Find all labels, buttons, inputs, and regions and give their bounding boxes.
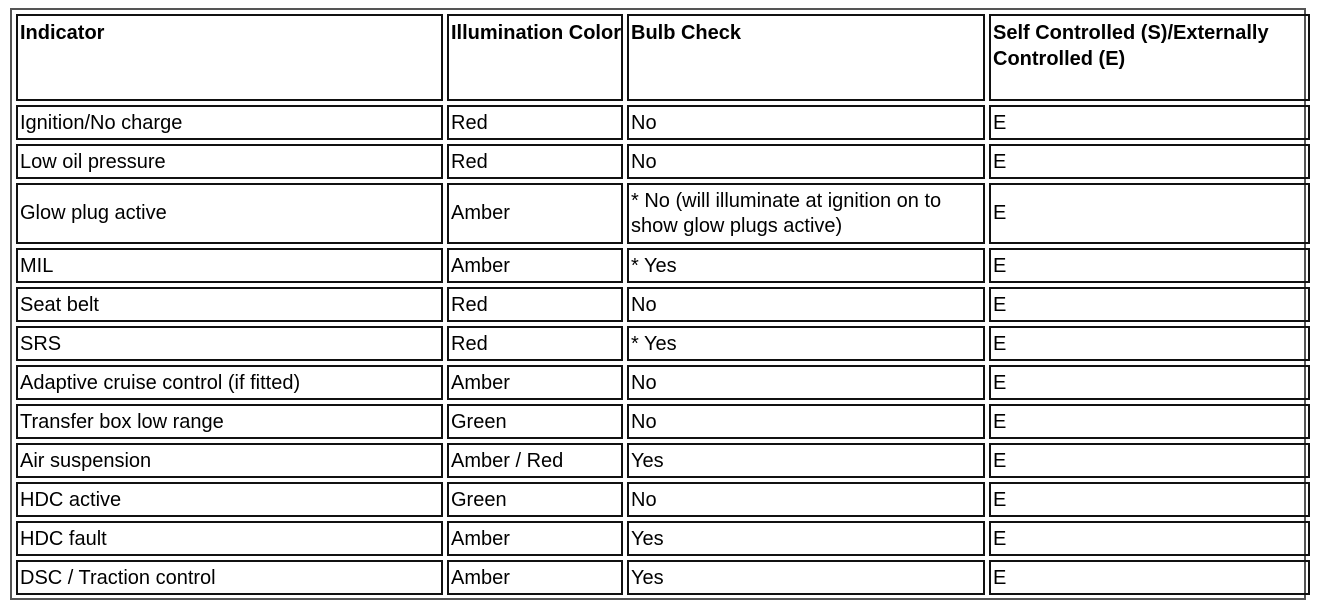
cell-color: Amber — [447, 521, 623, 556]
cell-control: E — [989, 404, 1310, 439]
cell-color: Red — [447, 144, 623, 179]
cell-bulb-check: No — [627, 365, 985, 400]
table-row — [16, 248, 1310, 283]
cell-control: E — [989, 443, 1310, 478]
cell-control: E — [989, 560, 1310, 595]
cell-color: Amber — [447, 365, 623, 400]
header-illumination-color: Illumination Color — [447, 14, 623, 101]
cell-indicator: MIL — [16, 248, 443, 283]
cell-indicator: Ignition/No charge — [16, 105, 443, 140]
cell-bulb-check: No — [627, 404, 985, 439]
cell-bulb-check: * No (will illuminate at ignition on to show glow plugs active) — [627, 183, 985, 244]
cell-indicator: Transfer box low range — [16, 404, 443, 439]
cell-bulb-check: * Yes — [627, 248, 985, 283]
cell-indicator: HDC fault — [16, 521, 443, 556]
cell-color: Amber — [447, 560, 623, 595]
indicator-table — [12, 10, 1314, 599]
cell-control: E — [989, 326, 1310, 361]
table-row — [16, 144, 1310, 179]
cell-bulb-check: Yes — [627, 521, 985, 556]
cell-indicator: Glow plug active — [16, 183, 443, 244]
table-row — [16, 365, 1310, 400]
header-indicator: Indicator — [16, 14, 443, 101]
cell-control: E — [989, 482, 1310, 517]
table-row — [16, 521, 1310, 556]
header-control-type: Self Controlled (S)/Externally Controlled (E) — [989, 14, 1310, 101]
table-row — [16, 183, 1310, 244]
cell-bulb-check: No — [627, 105, 985, 140]
table-row — [16, 326, 1310, 361]
cell-bulb-check: * Yes — [627, 326, 985, 361]
cell-control: E — [989, 521, 1310, 556]
cell-color: Red — [447, 326, 623, 361]
cell-control: E — [989, 105, 1310, 140]
table-row — [16, 560, 1310, 595]
cell-control: E — [989, 365, 1310, 400]
cell-bulb-check: Yes — [627, 560, 985, 595]
cell-bulb-check: No — [627, 287, 985, 322]
cell-bulb-check: Yes — [627, 443, 985, 478]
cell-indicator: Adaptive cruise control (if fitted) — [16, 365, 443, 400]
table-row — [16, 443, 1310, 478]
cell-indicator: HDC active — [16, 482, 443, 517]
table-header-row — [16, 14, 1310, 101]
header-bulb-check: Bulb Check — [627, 14, 985, 101]
table-row — [16, 404, 1310, 439]
cell-color: Red — [447, 105, 623, 140]
table-row — [16, 105, 1310, 140]
cell-color: Amber — [447, 183, 623, 244]
cell-control: E — [989, 144, 1310, 179]
cell-color: Green — [447, 404, 623, 439]
cell-control: E — [989, 183, 1310, 244]
cell-bulb-check: No — [627, 482, 985, 517]
cell-indicator: Low oil pressure — [16, 144, 443, 179]
cell-control: E — [989, 248, 1310, 283]
cell-color: Red — [447, 287, 623, 322]
cell-color: Amber / Red — [447, 443, 623, 478]
cell-indicator: Seat belt — [16, 287, 443, 322]
cell-color: Green — [447, 482, 623, 517]
table-row — [16, 482, 1310, 517]
cell-bulb-check: No — [627, 144, 985, 179]
cell-indicator: SRS — [16, 326, 443, 361]
cell-color: Amber — [447, 248, 623, 283]
cell-control: E — [989, 287, 1310, 322]
indicator-table-frame — [10, 8, 1306, 600]
table-row — [16, 287, 1310, 322]
cell-indicator: DSC / Traction control — [16, 560, 443, 595]
cell-indicator: Air suspension — [16, 443, 443, 478]
